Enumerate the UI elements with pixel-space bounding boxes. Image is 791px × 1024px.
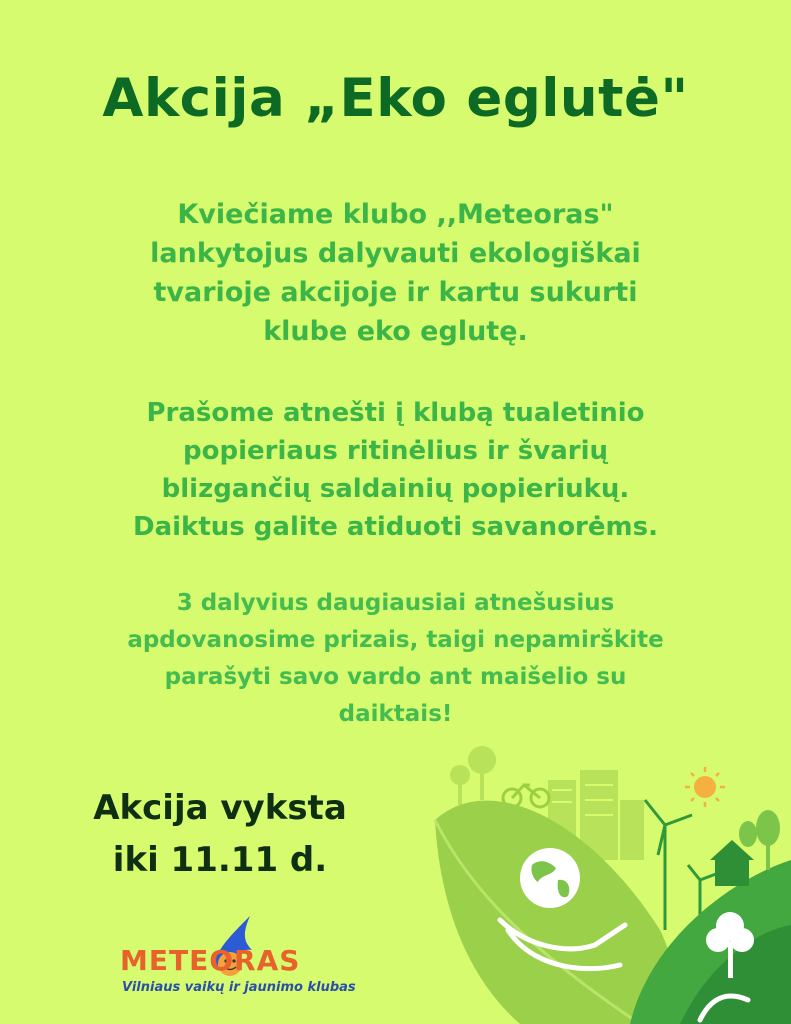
prize-line: daiktais! bbox=[338, 701, 453, 727]
sun-icon bbox=[685, 767, 725, 807]
prize-paragraph bbox=[60, 585, 731, 733]
globe-icon bbox=[520, 848, 580, 908]
invitation-line: klube eko eglutę. bbox=[263, 316, 528, 347]
poster-title: Akcija „Eko eglutė" bbox=[102, 68, 689, 129]
request-line: popieriaus ritinėlius ir švarių bbox=[182, 436, 609, 466]
prize-line: 3 dalyvius daugiausiai atnešusius bbox=[176, 590, 615, 616]
invitation-line: Kviečiame klubo ,,Meteoras" bbox=[177, 199, 614, 230]
logo-subtitle: Vilniaus vaikų ir jaunimo klubas bbox=[122, 980, 356, 995]
date-line: iki 11.11 d. bbox=[112, 840, 328, 880]
prize-line: parašyti savo vardo ant maišelio su bbox=[164, 664, 627, 690]
request-paragraph bbox=[60, 394, 731, 546]
date-line: Akcija vyksta bbox=[93, 788, 347, 828]
logo-name: METEORAS bbox=[120, 944, 301, 977]
date-notice bbox=[60, 782, 380, 886]
request-line: blizgančių saldainių popieriukų. bbox=[161, 474, 630, 504]
eco-city-illustration bbox=[430, 730, 791, 1024]
meteoras-logo bbox=[118, 908, 356, 1000]
request-line: Prašome atnešti į klubą tualetinio bbox=[146, 398, 645, 428]
invitation-paragraph bbox=[60, 195, 731, 351]
prize-line: apdovanosime prizais, taigi nepamirškite bbox=[127, 627, 664, 653]
invitation-line: tvarioje akcijoje ir kartu sukurti bbox=[153, 277, 638, 308]
invitation-line: lankytojus dalyvauti ekologiškai bbox=[150, 238, 641, 269]
request-line: Daiktus galite atiduoti savanorėms. bbox=[133, 512, 658, 542]
